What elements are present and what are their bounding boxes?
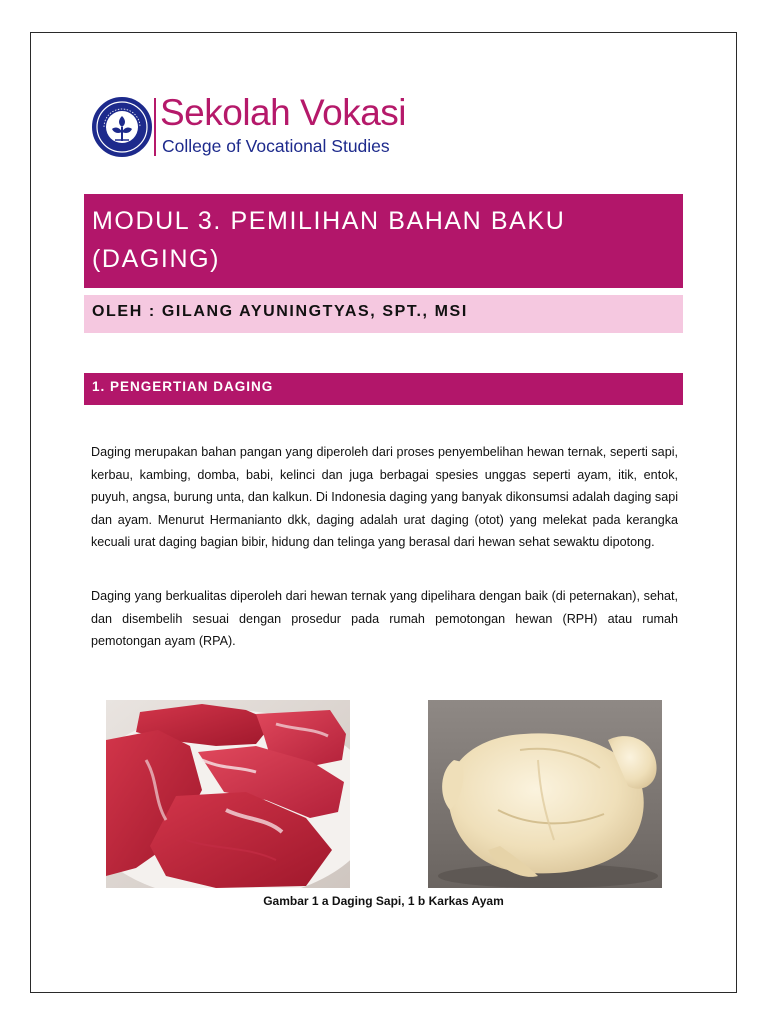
- author-text: OLEH : GILANG AYUNINGTYAS, SPT., MSI: [92, 303, 468, 320]
- section-heading: 1. PENGERTIAN DAGING: [92, 379, 274, 394]
- paragraph-1: Daging merupakan bahan pangan yang diperoleh dari proses penyembelihan hewan ternak, seperti sapi, kerbau, kambing, domba, babi, kelinci dan juga berbagai spesies unggas seperti ayam, itik, entok, puyuh, angsa, burung unta, dan kalkun. Di Indonesia daging yang banyak dikonsumsi adalah daging sapi dan ayam. Menurut Hermanianto dkk, daging adalah urat daging (otot) yang melekat pada kerangka kecuali urat daging bagian bibir, hidung dan telinga yang berasal dari hewan sehat sewaktu dipotong.: [91, 445, 678, 550]
- raw-beef-photo: [106, 700, 350, 888]
- module-title-line1: MODUL 3. PEMILIHAN BAHAN BAKU: [92, 207, 566, 235]
- figure-caption: Gambar 1 a Daging Sapi, 1 b Karkas Ayam: [263, 894, 504, 908]
- logo-subtitle: College of Vocational Studies: [162, 136, 390, 156]
- chicken-carcass-photo: [428, 700, 662, 888]
- logo-title: Sekolah Vokasi: [160, 92, 407, 133]
- author-bar: [84, 295, 683, 333]
- logo-divider: [154, 98, 156, 156]
- section-heading-bar: [84, 373, 683, 405]
- module-header: [84, 194, 683, 288]
- module-title-line2: (DAGING): [92, 245, 221, 273]
- ipb-seal-icon: [92, 97, 152, 157]
- institution-logo: [92, 92, 422, 160]
- paragraph-2: Daging yang berkualitas diperoleh dari hewan ternak yang dipelihara dengan baik (di peternakan), sehat, dan disembelih sesuai dengan prosedur pada rumah pemotongan hewan (RPH) atau rumah pemotongan ayam (RPA).: [91, 589, 678, 649]
